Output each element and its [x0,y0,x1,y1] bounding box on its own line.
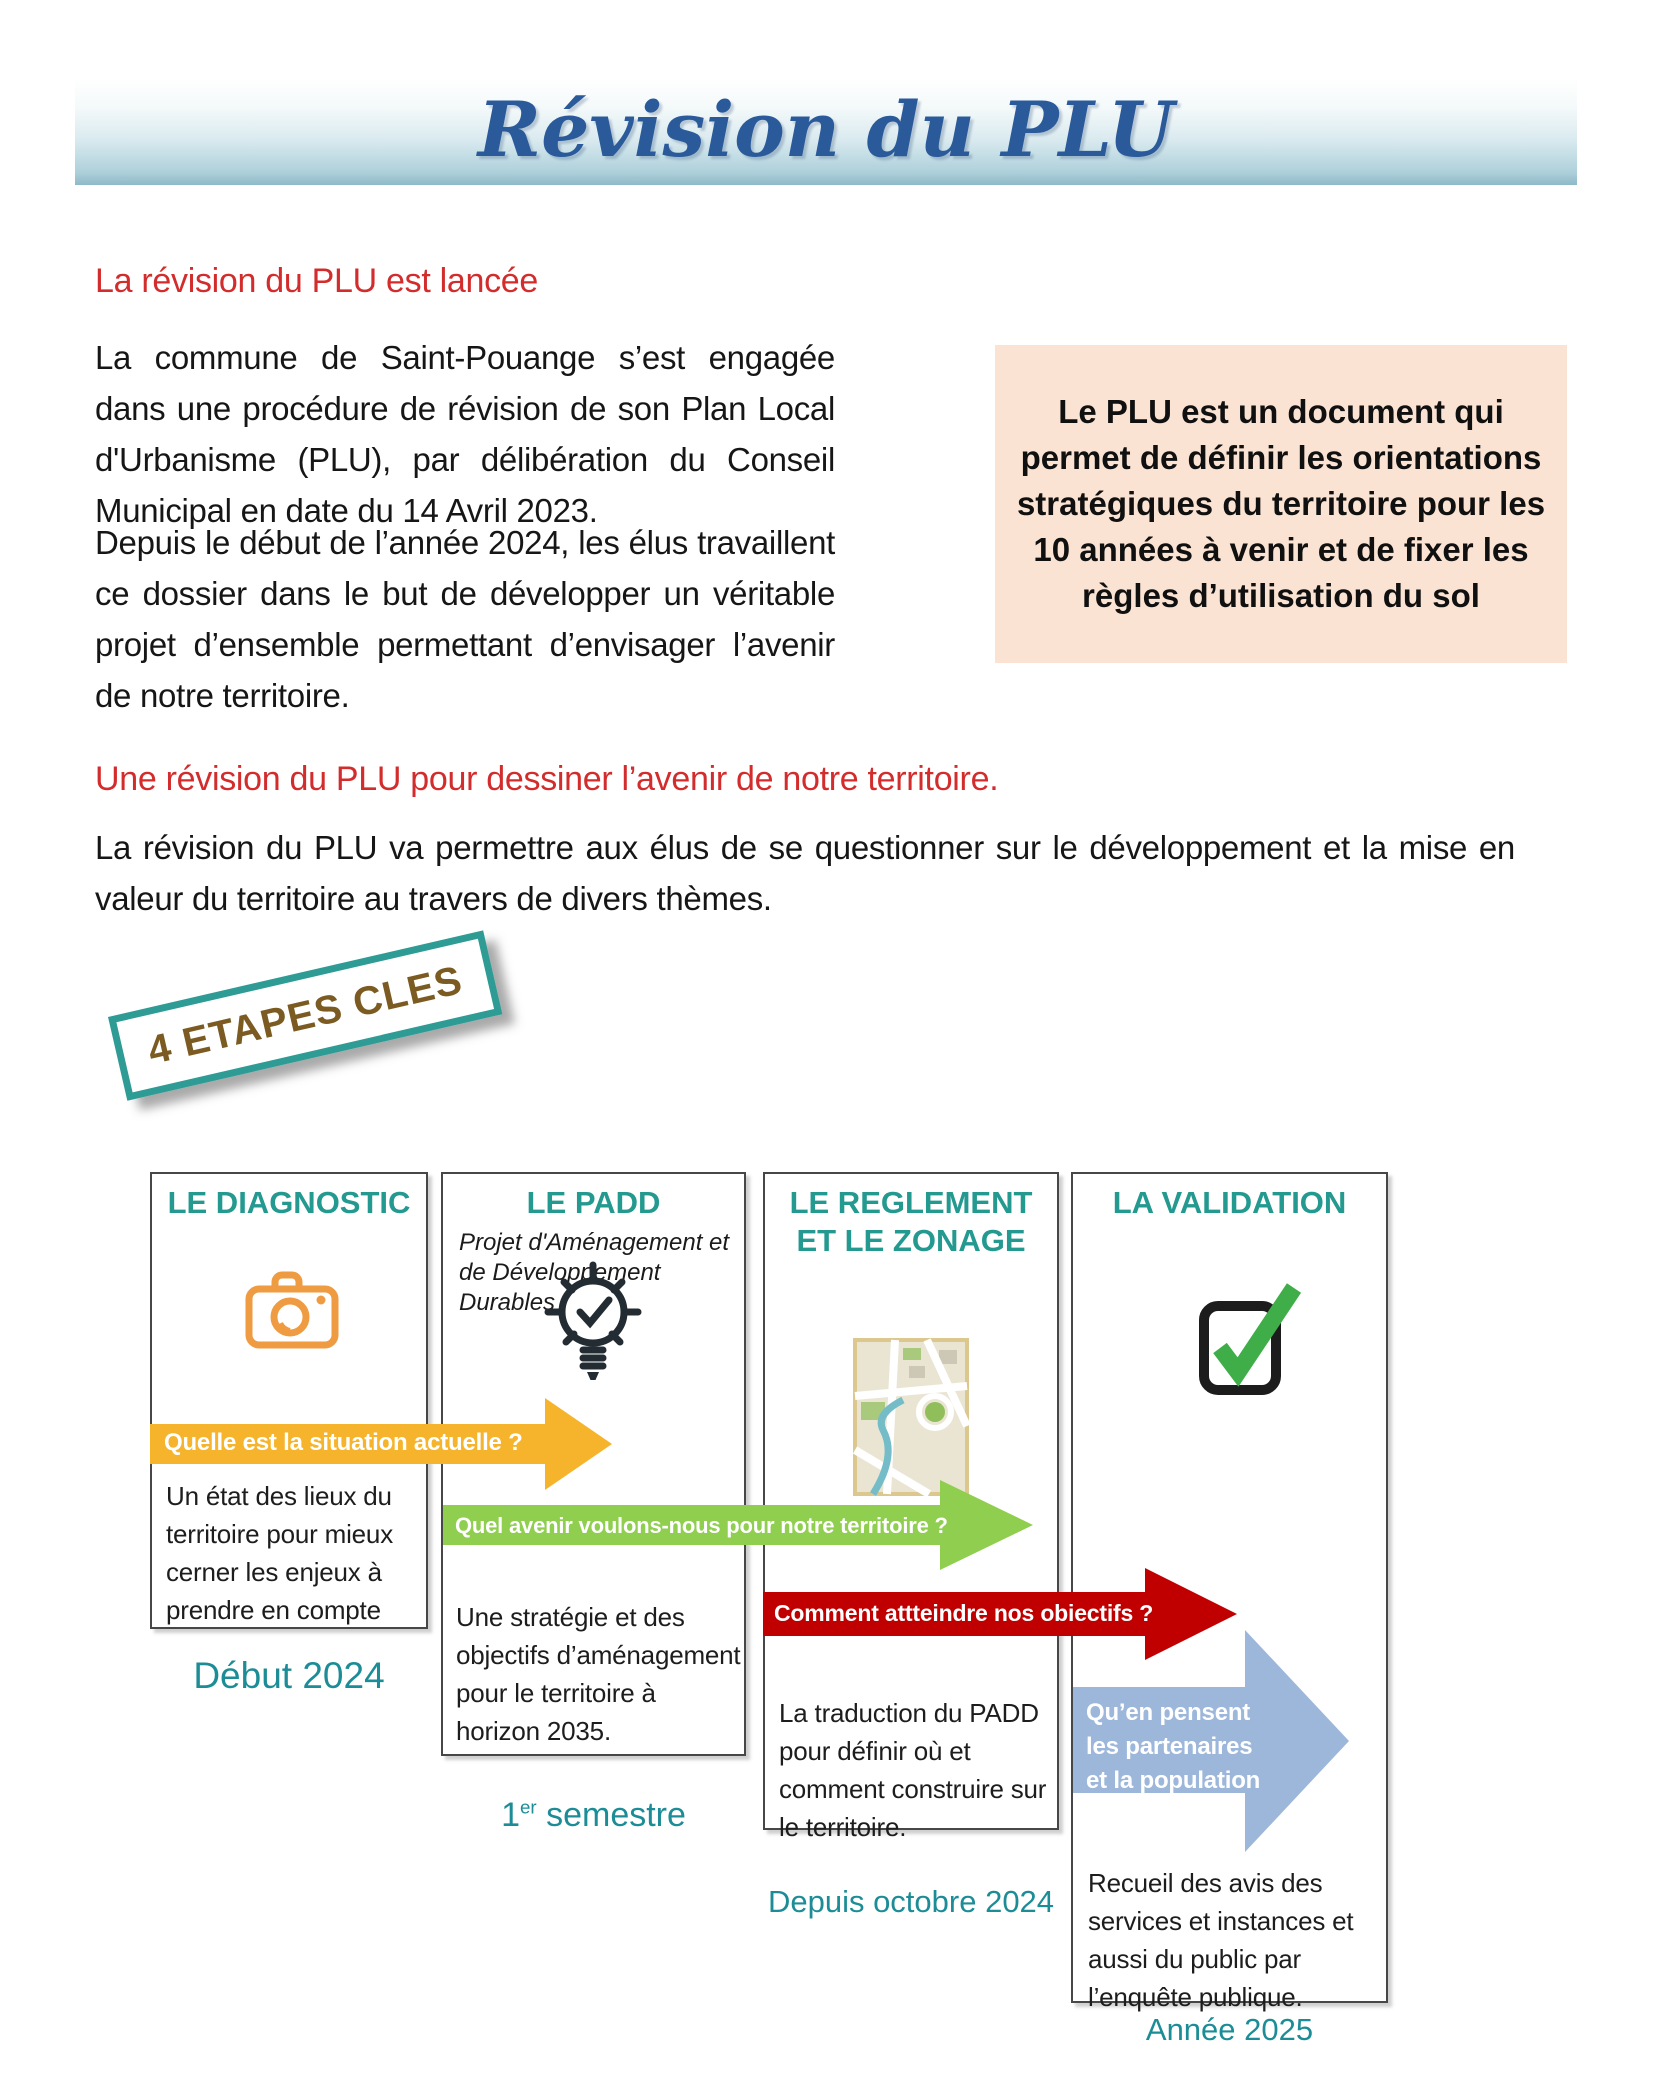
section-heading-1: La révision du PLU est lancée [95,262,539,300]
map-icon [853,1338,969,1496]
lightbulb-icon [536,1258,650,1390]
padd-date-ordinal: er [520,1796,537,1818]
column-diagnostic-date: Début 2024 [193,1655,385,1696]
key-steps-badge [108,930,502,1100]
section2-paragraph: La révision du PLU va permettre aux élus de se questionner sur le développement et la mise en valeur du territoire au travers de divers thèmes. [95,829,1515,917]
plu-definition-text: Le PLU est un document qui permet de définir les orientations stratégiques du territoire pour les 10 années à venir et de fixer les règles d’utilisation du sol [1016,393,1546,614]
intro-paragraph-2: Depuis le début de l’année 2024, les élus travaillent ce dossier dans le but de développer un véritable projet d’ensemble permettant d’envisager l’avenir de notre territoire. [95,524,835,714]
plu-definition-box [995,345,1567,663]
column-validation-date: Année 2025 [1145,2012,1314,2047]
intro-paragraph-1: La commune de Saint-Pouange s’est engagée dans une procédure de révision de son Plan Local d'Urbanisme (PLU), par délibération du Conseil Municipal en date du 14 Avril 2023. [95,339,835,529]
padd-date-rest: semestre [536,1796,686,1834]
column-reglement-body: La traduction du PADD pour définir où et comment construire sur le territoire. [779,1698,1047,1842]
column-padd-body: Une stratégie et des objectifs d’aménagement pour le territoire à horizon 2035. [456,1602,741,1746]
column-padd-title: LE PADD [526,1185,661,1220]
column-validation-body: Recueil des avis des services et instances et aussi du public par l’enquête publique. [1088,1868,1354,2012]
padd-date-number: 1 [501,1796,521,1834]
section-heading-2: Une révision du PLU pour dessiner l’avenir de notre territoire. [95,760,999,798]
arrow-avenir-label: Quel avenir voulons-nous pour notre territoire ? [455,1513,948,1538]
arrow-partenaires-label: Qu’en pensent les partenaires et la population ? [1086,1699,1261,1828]
column-reglement-title: LE REGLEMENT ET LE ZONAGE [789,1185,1033,1258]
key-steps-badge-label: 4 ETAPES CLES [143,957,467,1073]
column-reglement-date: Depuis octobre 2024 [767,1884,1055,1919]
arrow-situation-label: Quelle est la situation actuelle ? [164,1429,523,1456]
column-padd-date [441,1796,746,1835]
camera-icon [244,1272,340,1350]
column-diagnostic-body: Un état des lieux du territoire pour mieux cerner les enjeux à prendre en compte [166,1481,393,1625]
column-diagnostic-title: LE DIAGNOSTIC [167,1185,411,1220]
checkbox-icon [1194,1272,1306,1408]
page-title: Révision du PLU [477,85,1175,174]
column-padd-subtitle: Projet d'Aménagement et de Développement Durables [459,1229,730,1316]
column-validation-title: LA VALIDATION [1112,1185,1347,1220]
header-banner [75,78,1577,185]
arrow-objectifs-label: Comment attteindre nos obiectifs ? [774,1600,1154,1626]
